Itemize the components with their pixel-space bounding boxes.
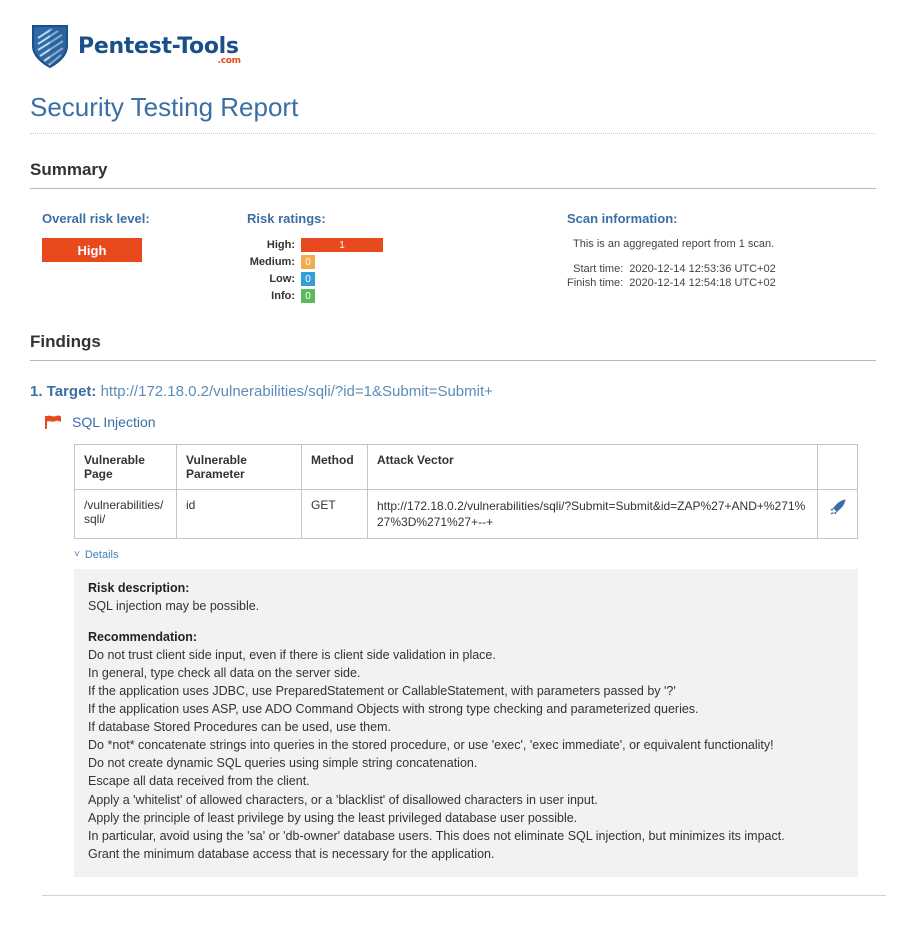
- recommendation-line: Apply the principle of least privilege by using the least privileged database user possible.: [88, 810, 578, 825]
- table-header-row: [75, 445, 858, 490]
- chevron-down-icon[interactable]: ˅: [74, 549, 80, 561]
- rating-label-high: High:: [266, 239, 295, 251]
- risk-description-text: SQL injection may be possible.: [88, 599, 260, 614]
- scan-aggregation-note: This is an aggregated report from 1 scan.: [573, 238, 775, 250]
- rocket-icon[interactable]: [829, 498, 847, 519]
- rating-bar-low: 0: [301, 272, 315, 286]
- column-header-action: [818, 445, 858, 490]
- recommendation-line: Escape all data received from the client.: [88, 774, 310, 789]
- scan-times: [567, 262, 876, 290]
- overall-risk-column: [42, 211, 247, 306]
- status-badge: High: [42, 238, 142, 262]
- column-header-attack-vector: Attack Vector: [368, 445, 818, 490]
- recommendation-line: Do *not* concatenate strings into queries in the stored procedure, or use 'exec', 'exec immediate', or equivalent functionality!: [88, 738, 774, 753]
- finding-target-url[interactable]: http://172.18.0.2/vulnerabilities/sqli/?id=1&Submit=Submit+: [100, 383, 493, 400]
- cell-attack-vector[interactable]: http://172.18.0.2/vulnerabilities/sqli/?Submit=Submit&id=ZAP%27+AND+%271%27%3D%271%27+--+: [368, 490, 818, 539]
- finding-target: [30, 383, 876, 400]
- divider: [42, 895, 886, 896]
- table-row: [567, 276, 776, 290]
- vulnerability-header: [30, 414, 876, 430]
- rating-label-medium: Medium:: [249, 256, 295, 268]
- recommendation-line: Do not trust client side input, even if there is client side validation in place.: [88, 647, 496, 662]
- brand-header: [30, 0, 876, 70]
- scan-information-column: [567, 211, 876, 306]
- start-time-value: 2020-12-14 12:53:36 UTC+02: [629, 263, 776, 275]
- details-toggle[interactable]: [74, 549, 876, 561]
- recommendation-line: Grant the minimum database access that is necessary for the application.: [88, 846, 495, 861]
- details-panel: [74, 569, 858, 877]
- cell-method: GET: [302, 490, 368, 539]
- rating-bar-high: 1: [301, 238, 383, 252]
- recommendation-label: Recommendation:: [88, 629, 198, 644]
- recommendation-line: Apply a 'whitelist' of allowed characters, or a 'blacklist' of disallowed characters in user input.: [88, 792, 598, 807]
- risk-ratings-column: [247, 211, 567, 306]
- recommendation-line: If database Stored Procedures can be used, use them.: [88, 720, 391, 734]
- table-row: [247, 272, 383, 289]
- findings-section-heading: Findings: [30, 332, 876, 361]
- findings-table: [74, 444, 858, 539]
- column-header-method: Method: [302, 445, 368, 490]
- flag-icon: [44, 414, 62, 430]
- table-row: [247, 238, 383, 255]
- finish-time-label: Finish time:: [567, 277, 624, 289]
- finish-time-value: 2020-12-14 12:54:18 UTC+02: [629, 277, 776, 289]
- start-time-label: Start time:: [573, 263, 624, 275]
- cell-vulnerable-parameter: id: [177, 490, 302, 539]
- recommendation-line: If the application uses JDBC, use PreparedStatement or CallableStatement, with parameters passed by '?': [88, 683, 676, 698]
- recommendation-line: If the application uses ASP, use ADO Command Objects with strong type checking and parameterized queries.: [88, 701, 699, 716]
- table-row: [75, 490, 858, 539]
- risk-ratings-label: Risk ratings:: [247, 211, 326, 226]
- finding-index-label: 1. Target:: [30, 383, 97, 400]
- recommendation-line: In particular, avoid using the 'sa' or 'db-owner' database users. This does not eliminate SQL injection, but minimizes its impact.: [88, 828, 785, 843]
- cell-action[interactable]: [818, 490, 858, 539]
- column-header-vulnerable-parameter: Vulnerable Parameter: [177, 445, 302, 490]
- rating-label-info: Info:: [271, 290, 295, 302]
- vulnerability-name[interactable]: SQL Injection: [72, 414, 156, 430]
- recommendation-line: Do not create dynamic SQL queries using simple string concatenation.: [88, 756, 478, 771]
- summary-grid: [30, 211, 876, 306]
- table-row: [567, 262, 776, 276]
- overall-risk-label: Overall risk level:: [42, 211, 150, 226]
- page-title: Security Testing Report: [30, 92, 876, 134]
- rating-label-low: Low:: [269, 273, 295, 285]
- cell-vulnerable-page[interactable]: /vulnerabilities/sqli/: [75, 490, 177, 539]
- rating-bar-medium: 0: [301, 255, 315, 269]
- brand-suffix: .com: [217, 55, 241, 66]
- recommendation-line: In general, type check all data on the server side.: [88, 665, 361, 680]
- details-toggle-label[interactable]: Details: [84, 549, 119, 562]
- risk-ratings-table: [247, 238, 383, 306]
- shield-logo-icon: [30, 22, 70, 70]
- brand-name-text: Pentest-Tools: [78, 33, 239, 59]
- table-row: [247, 255, 383, 272]
- risk-description-label: Risk description:: [88, 581, 190, 596]
- column-header-vulnerable-page: Vulnerable Page: [75, 445, 177, 490]
- brand-name: [78, 33, 241, 66]
- table-row: [247, 289, 383, 306]
- scan-information-label: Scan information:: [567, 211, 678, 226]
- rating-bar-info: 0: [301, 289, 315, 303]
- summary-section-heading: Summary: [30, 160, 876, 189]
